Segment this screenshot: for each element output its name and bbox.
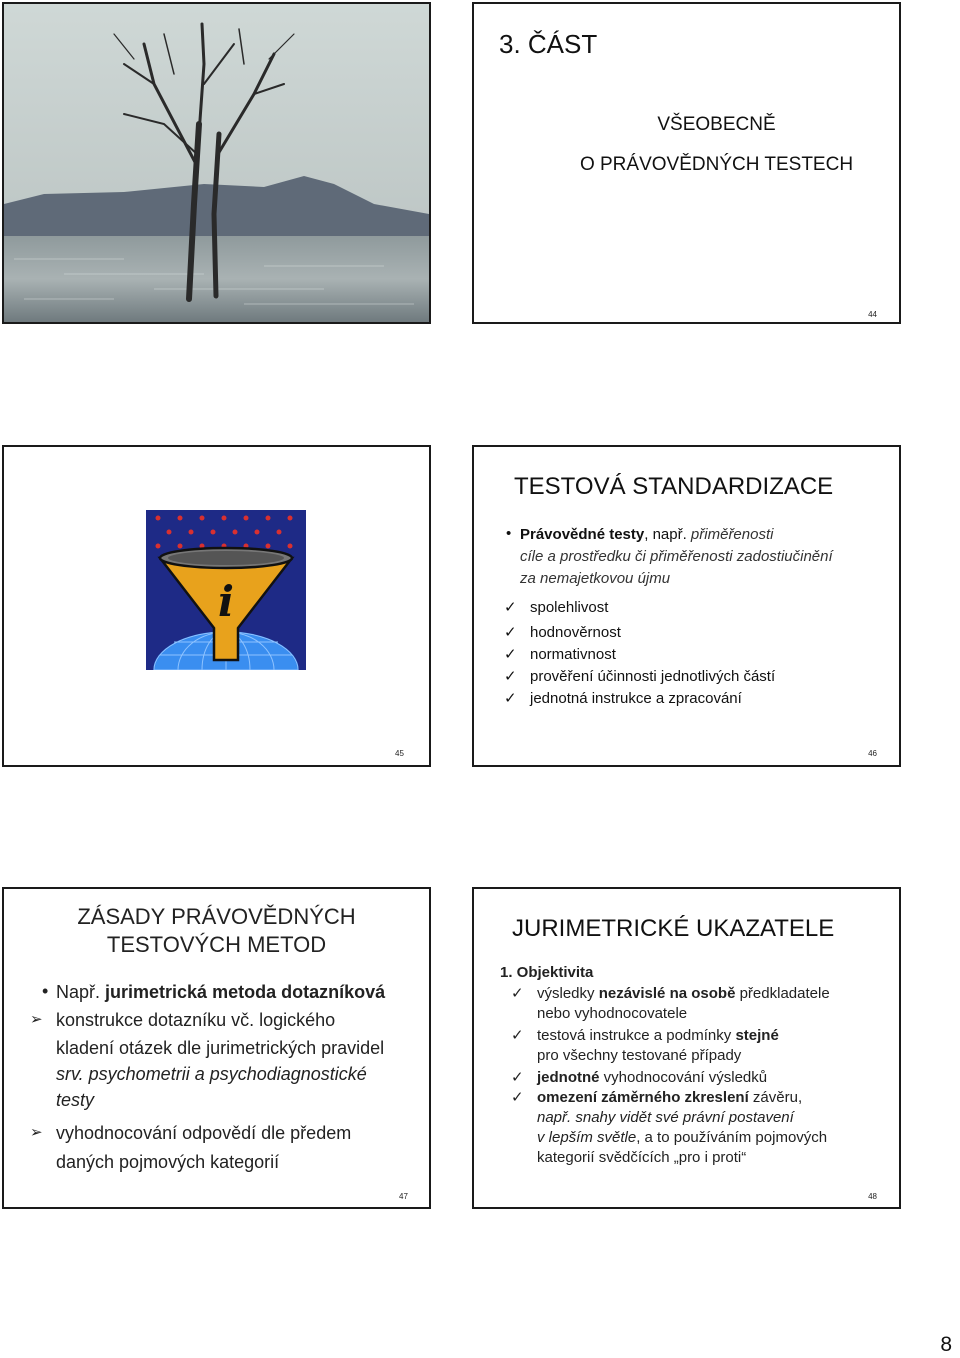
slide-44-photo — [2, 2, 431, 324]
italic-text: srv. psychometrii a psychodiagnostické — [56, 1064, 367, 1084]
text: Např. — [56, 982, 101, 1002]
slide-number: 45 — [395, 749, 404, 758]
title-line: TESTOVÝCH METOD — [106, 932, 327, 957]
arrow-item: ➢ vyhodnocování odpovědí dle předem — [56, 1123, 351, 1144]
text-line: kladení otázek dle jurimetrických pravidel — [56, 1038, 385, 1058]
funnel-info-icon — [146, 510, 306, 670]
bold-text: nezávislé na osobě — [598, 985, 736, 1002]
italic-text: cíle a prostředku či přiměřenosti zadostiučinění — [520, 548, 833, 565]
check-item: ✓ spolehlivost — [530, 599, 608, 616]
italic-text: za nemajetkovou újmu — [520, 570, 671, 587]
text-line — [537, 1109, 794, 1126]
bold-text: jurimetrická metoda dotazníková — [100, 982, 386, 1002]
slide-title: 3. ČÁST — [499, 29, 598, 59]
text: předkladatele — [735, 985, 830, 1002]
italic-text: přiměřenosti — [686, 526, 774, 543]
text: závěru, — [748, 1089, 803, 1106]
slide-title: JURIMETRICKÉ UKAZATELE — [512, 915, 835, 942]
text-line — [56, 1064, 367, 1085]
text-line — [56, 1090, 94, 1111]
slide-44-text — [472, 2, 901, 324]
page-number: 8 — [940, 1333, 952, 1356]
italic-text: testy — [56, 1090, 95, 1110]
text-line: nebo vyhodnocovatele — [537, 1005, 688, 1022]
check-item: ✓ prověření účinnosti jednotlivých částí — [530, 668, 775, 685]
text-line: daných pojmových kategorií — [56, 1152, 280, 1172]
bold-text: 1. Objektivita — [500, 964, 594, 981]
bold-text: stejné — [735, 1027, 779, 1044]
slide-48-jurimetricke-ukazatele — [472, 887, 901, 1209]
slide-number: 48 — [868, 1192, 877, 1201]
text-line: kategorií svědčících „pro i proti“ — [537, 1149, 747, 1166]
text: výsledky — [537, 985, 599, 1002]
check-item: ✓ jednotná instrukce a zpracování — [530, 690, 742, 707]
check-item: ✓ hodnověrnost — [530, 624, 621, 641]
section-heading — [500, 964, 593, 981]
info-letter: i — [218, 577, 234, 626]
text-line — [520, 548, 833, 565]
check-item — [537, 985, 830, 1002]
slide-subtitle: O PRÁVOVĚDNÝCH TESTECH — [579, 154, 854, 175]
bold-text: jednotné — [537, 1069, 600, 1086]
check-item — [537, 1027, 779, 1044]
slide-title — [4, 903, 429, 959]
slide-45-funnel — [2, 445, 431, 767]
slide-number: 46 — [868, 749, 877, 758]
italic-text: např. snahy vidět své právní postavení — [537, 1109, 794, 1126]
check-item: ✓ normativnost — [530, 646, 616, 663]
italic-text: v lepším světle — [537, 1129, 637, 1146]
arrow-item: ➢ konstrukce dotazníku vč. logického — [56, 1010, 335, 1031]
title-line: ZÁSADY PRÁVOVĚDNÝCH — [77, 904, 356, 929]
flooded-tree-photo — [4, 4, 429, 322]
bullet-line — [520, 526, 773, 543]
text: , např. — [644, 526, 687, 543]
slide-46-testova-standardizace — [472, 445, 901, 767]
text-line — [537, 1129, 827, 1146]
slide-47-zasady — [2, 887, 431, 1209]
text-line: pro všechny testované případy — [537, 1047, 742, 1064]
text-line — [520, 570, 670, 587]
text: testová instrukce a podmínky — [537, 1027, 736, 1044]
slide-number: 44 — [868, 310, 877, 319]
slide-title: TESTOVÁ STANDARDIZACE — [514, 473, 834, 500]
bullet-line — [56, 982, 385, 1003]
check-item — [537, 1089, 802, 1106]
slide-subtitle: VŠEOBECNĚ — [657, 114, 776, 135]
text: , a to používáním pojmových — [636, 1129, 828, 1146]
slide-number: 47 — [399, 1192, 408, 1201]
text: vyhodnocování výsledků — [599, 1069, 768, 1086]
bold-text: omezení záměrného zkreslení — [537, 1089, 749, 1106]
check-item — [537, 1069, 767, 1086]
bold-text: Právovědné testy — [520, 526, 645, 543]
